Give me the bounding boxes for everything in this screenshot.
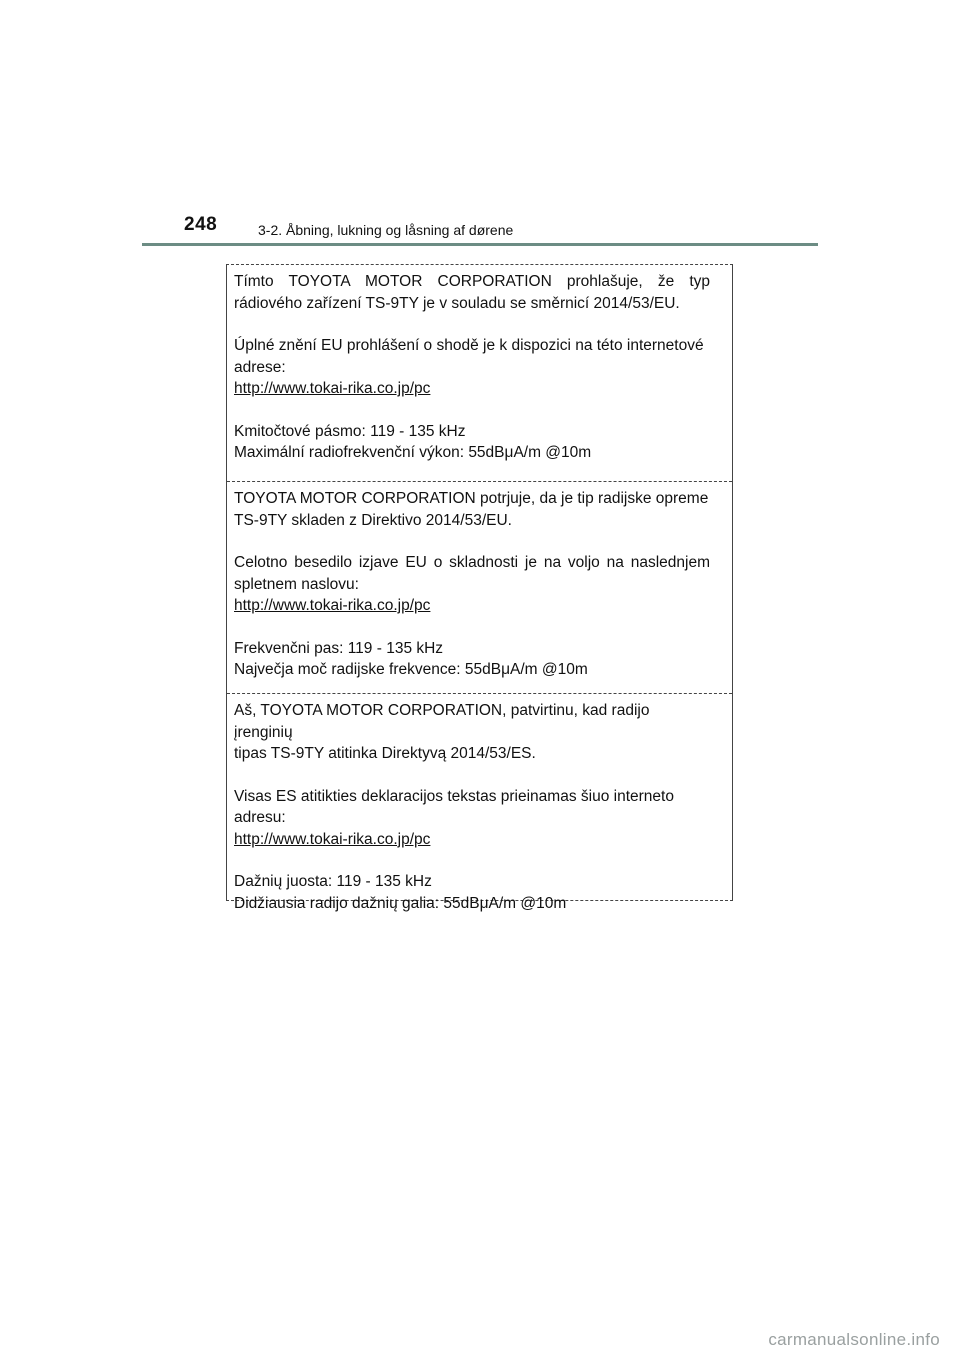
site-watermark: carmanualsonline.info [768, 1330, 940, 1349]
declaration-url-link[interactable]: http://www.tokai-rika.co.jp/pc [234, 597, 431, 614]
statement-line: rádiového zařízení TS-9TY je v souladu se směrnicí 2014/53/EU. [234, 294, 680, 312]
header-divider [142, 243, 818, 246]
declaration-line: Celotno besedilo izjave EU o skladnosti je na voljo na naslednjem [234, 554, 710, 571]
statement-line: Aš, TOYOTA MOTOR CORPORATION, patvirtinu, kad radijo įrenginių [234, 702, 650, 741]
declaration-line: Úplné znění EU prohlášení o shodě je k dispozici na této internetové [234, 337, 704, 354]
frequency-band: Kmitočtové pásmo: 119 - 135 kHz [234, 422, 466, 440]
certification-section-czech [227, 265, 732, 481]
statement-line: TOYOTA MOTOR CORPORATION potrjuje, da je tip radijske opreme [234, 490, 709, 507]
section-title: 3-2. Åbning, lukning og låsning af dørene [258, 222, 514, 238]
declaration-line: adresu: [234, 809, 286, 826]
declaration-url-link[interactable]: http://www.tokai-rika.co.jp/pc [234, 380, 431, 397]
certification-box [226, 264, 733, 912]
max-power: Maximální radiofrekvenční výkon: 55dBμA/m @10m [234, 444, 592, 461]
declaration-line: adrese: [234, 358, 286, 376]
certification-section-lithuanian [227, 693, 732, 912]
declaration-url-link[interactable]: http://www.tokai-rika.co.jp/pc [234, 830, 431, 848]
page-number: 248 [184, 214, 218, 235]
statement-line: Tímto TOYOTA MOTOR CORPORATION prohlašuje, že typ [234, 273, 710, 290]
statement-line: TS-9TY skladen z Direktivo 2014/53/EU. [234, 511, 512, 529]
frequency-band: Frekvenčni pas: 119 - 135 kHz [234, 639, 444, 657]
statement-line: tipas TS-9TY atitinka Direktyvą 2014/53/ES. [234, 745, 536, 762]
declaration-line: spletnem naslovu: [234, 575, 359, 593]
max-power: Didžiausia radijo dažnių galia: 55dBμA/m @10m [234, 894, 567, 912]
declaration-line: Visas ES atitikties deklaracijos tekstas prieinamas šiuo interneto [234, 787, 674, 805]
certification-section-slovenian [227, 481, 732, 693]
frequency-band: Dažnių juosta: 119 - 135 kHz [234, 873, 432, 890]
max-power: Največja moč radijske frekvence: 55dBμA/m @10m [234, 661, 588, 678]
